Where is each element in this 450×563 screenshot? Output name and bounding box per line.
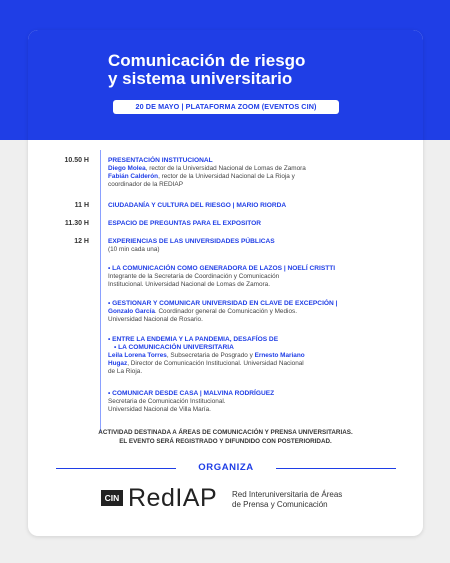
- divider-line: [276, 468, 396, 469]
- program-item-subtitle: (10 min cada una): [108, 246, 160, 253]
- experience-speaker: Leila Lorena Torres: [108, 352, 167, 359]
- time-1130: 11.30 H: [64, 220, 89, 227]
- speaker-role: , rector de la Universidad Nacional de Lomas de Zamora: [145, 165, 306, 172]
- speaker-name: Fabián Calderón: [108, 173, 159, 180]
- experience-detail: de La Rioja.: [108, 368, 143, 375]
- program-item-title: EXPERIENCIAS DE LAS UNIVERSIDADES PÚBLICAS: [108, 238, 275, 245]
- time-11: 11 H: [74, 202, 89, 209]
- experience-title: COMUNICAR DESDE CASA |: [112, 390, 204, 397]
- audience-note-line: EL EVENTO SERÁ REGISTRADO Y DIFUNDIDO CON POSTERIORIDAD.: [119, 438, 332, 445]
- program-item-institutional: [108, 157, 398, 189]
- experience-title: • GESTIONAR Y COMUNICAR UNIVERSIDAD EN CLAVE DE EXCEPCIÓN |: [108, 300, 398, 308]
- experience-detail: Integrante de la Secretaría de Coordinación y Comunicación: [108, 273, 280, 280]
- experience-detail: Universidad Nacional de Villa María.: [108, 406, 211, 413]
- time-12: 12 H: [74, 238, 89, 245]
- organizer-heading: [56, 462, 396, 474]
- experience-detail: Secretaria de Comunicación Institucional.: [108, 398, 226, 405]
- experience-title: • ENTRE LA ENDEMIA Y LA PANDEMIA, DESAFÍOS DE: [108, 336, 398, 344]
- rediap-tagline: [232, 490, 372, 509]
- program-item-preguntas: [108, 220, 398, 228]
- experience-lazos: [108, 265, 398, 289]
- rediap-tagline-line: de Prensa y Comunicación: [232, 499, 328, 509]
- experience-detail: Institucional. Universidad Nacional de Lomas de Zamora.: [108, 281, 270, 288]
- divider-line: [56, 468, 176, 469]
- program-item-title: CIUDADANÍA Y CULTURA DEL RIESGO | MARIO RIORDA: [108, 202, 287, 209]
- program-item-title: ESPACIO DE PREGUNTAS PARA EL EXPOSITOR: [108, 220, 262, 227]
- experience-detail: . Coordinador general de Comunicación y Medios.: [154, 308, 297, 315]
- experience-speaker: Gonzalo García: [108, 308, 155, 315]
- experience-speaker: Ernesto Mariano: [254, 352, 305, 359]
- rediap-logo: RedIAP: [128, 484, 218, 512]
- experience-endemia: [108, 336, 398, 376]
- speaker-role: , rector de la Universidad Nacional de La Rioja y: [158, 173, 295, 180]
- rediap-tagline-line: Red Interuniversitaria de Áreas: [232, 490, 343, 499]
- experience-speaker: Hugaz: [108, 360, 128, 367]
- organizer-label: ORGANIZA: [198, 462, 254, 473]
- audience-note: [58, 428, 393, 446]
- experience-excepcion: [108, 300, 398, 324]
- experience-detail: , Director de Comunicación Institucional. Universidad Nacional: [127, 360, 304, 367]
- program-item-experiencias: [108, 238, 398, 254]
- timeline-divider: [100, 150, 101, 432]
- experience-detail: , Subsecretaria de Posgrado y: [166, 352, 255, 359]
- experience-title-cont: • LA COMUNICACIÓN UNIVERSITARIA: [108, 344, 398, 352]
- experience-speaker: NOELÍ CRISTTI: [287, 265, 336, 272]
- title-line-2: y sistema universitario: [108, 69, 293, 88]
- time-1050: 10.50 H: [64, 157, 89, 164]
- experience-title: LA COMUNICACIÓN COMO GENERADORA DE LAZOS |: [112, 265, 288, 272]
- experience-speaker: MALVINA RODRÍGUEZ: [203, 390, 275, 397]
- date-pill: 20 DE MAYO | PLATAFORMA ZOOM (EVENTOS CIN): [113, 100, 339, 114]
- cin-logo: CIN: [101, 490, 123, 506]
- speaker-role: coordinador de la REDIAP: [108, 181, 183, 188]
- experience-casa: [108, 390, 398, 414]
- event-title: [108, 52, 368, 88]
- experience-detail: Universidad Nacional de Rosario.: [108, 316, 203, 323]
- event-card: [28, 30, 423, 536]
- program-item-title: PRESENTACIÓN INSTITUCIONAL: [108, 157, 213, 164]
- audience-note-line: ACTIVIDAD DESTINADA A ÁREAS DE COMUNICACIÓN Y PRENSA UNIVERSITARIAS.: [98, 429, 353, 436]
- title-line-1: Comunicación de riesgo: [108, 51, 306, 70]
- program-item-ciudadania: [108, 202, 398, 210]
- speaker-name: Diego Molea: [108, 165, 146, 172]
